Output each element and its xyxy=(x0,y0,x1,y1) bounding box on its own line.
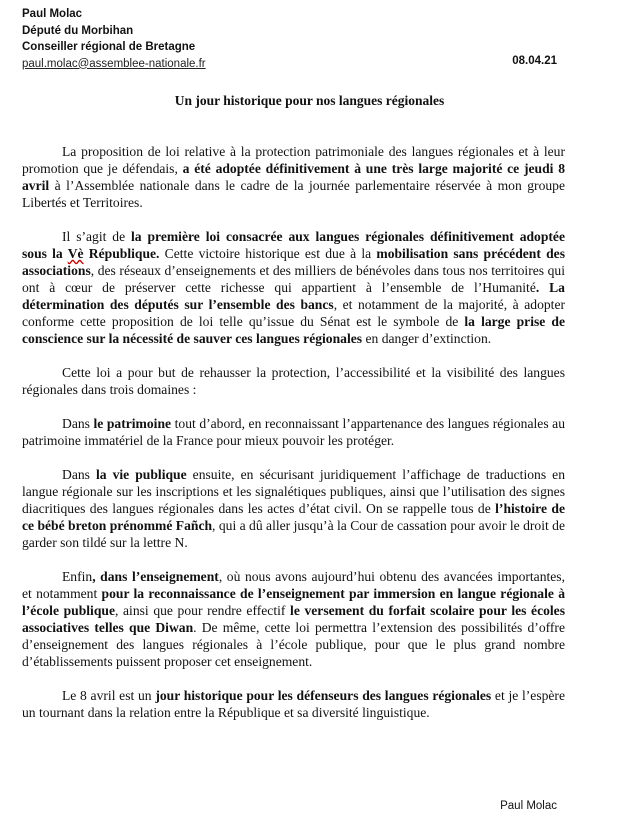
paragraph-1: La proposition de loi relative à la protection patrimoniale des langues régionales et à leur promotion que je défendais, a été adoptée définitivement à une très large majorité ce jeudi 8 avril à l’Assemblée nationale dans le cadre de la journée parlementaire réservée à mon groupe Libertés et Territoires. xyxy=(22,144,566,210)
sender-role: Député du Morbihan xyxy=(22,24,134,37)
paragraph-3: Cette loi a pour but de rehausser la protection, l’accessibilité et la visibilité des langues régionales dans trois domaines : xyxy=(22,365,565,397)
paragraph-7: Le 8 avril est un jour historique pour les défenseurs des langues régionales et je l’espère un tournant dans la relation entre la République et sa diversité linguistique. xyxy=(22,688,565,720)
signature: Paul Molac xyxy=(500,800,557,812)
sender-email-link[interactable]: paul.molac@assemblee-nationale.fr xyxy=(22,57,206,70)
paragraph-4: Dans le patrimoine tout d’abord, en reconnaissant l’appartenance des langues régionales au patrimoine immatériel de la France pour mieux pouvoir les protéger. xyxy=(22,416,565,448)
paragraph-6: Enfin, dans l’enseignement, où nous avons aujourd’hui obtenu des avancées importantes, et notamment pour la reconnaissance de l’enseignement par immersion en langue régionale à l’école publique, ainsi que pour rendre effectif le versement du forfait scolaire pour les écoles associatives telles que Diwan. De même, cette loi permettra l’extension des possibilités d’offre d’enseignement des langues régionales à l’école publique, pour que le plus grand nombre d’établissements puissent proposer cet enseignement. xyxy=(22,569,566,669)
spellcheck-flagged-word: Vè xyxy=(67,246,84,261)
sender-name: Paul Molac xyxy=(22,8,83,20)
letter-body xyxy=(22,143,565,738)
letter-date: 08.04.21 xyxy=(512,55,557,67)
sender-council: Conseiller régional de Bretagne xyxy=(22,41,196,53)
sender-block xyxy=(22,6,206,72)
paragraph-2: Il s’agit de la première loi consacrée aux langues régionales définitivement adoptée sous la Vè République. Cette victoire historique est due à la mobilisation sans précédent des associations, des réseaux d’enseignements et des milliers de bénévoles dans tous nos territoires qui ont à cœur de préserver cette richesse qui appartient à l’ensemble de l’Humanité. La détermination des députés sur l’ensemble des bancs, et notamment de la majorité, à adopter conforme cette proposition de loi telle qu’issue du Sénat est le symbole de la large prise de conscience sur la nécessité de sauver ces langues régionales en danger d’extinction. xyxy=(22,229,566,346)
paragraph-5: Dans la vie publique ensuite, en sécurisant juridiquement l’affichage de traductions en langue régionale sur les inscriptions et les signalétiques publiques, ainsi que l’utilisation des signes diacritiques des langues régionales dans les actes d’état civil. On se rappelle tous de l’histoire de ce bébé breton prénommé Fañch, qui a dû aller jusqu’à la Cour de cassation pour avoir le droit de garder son tildé sur la lettre N. xyxy=(22,467,566,550)
document-title: Un jour historique pour nos langues régionales xyxy=(174,93,445,108)
